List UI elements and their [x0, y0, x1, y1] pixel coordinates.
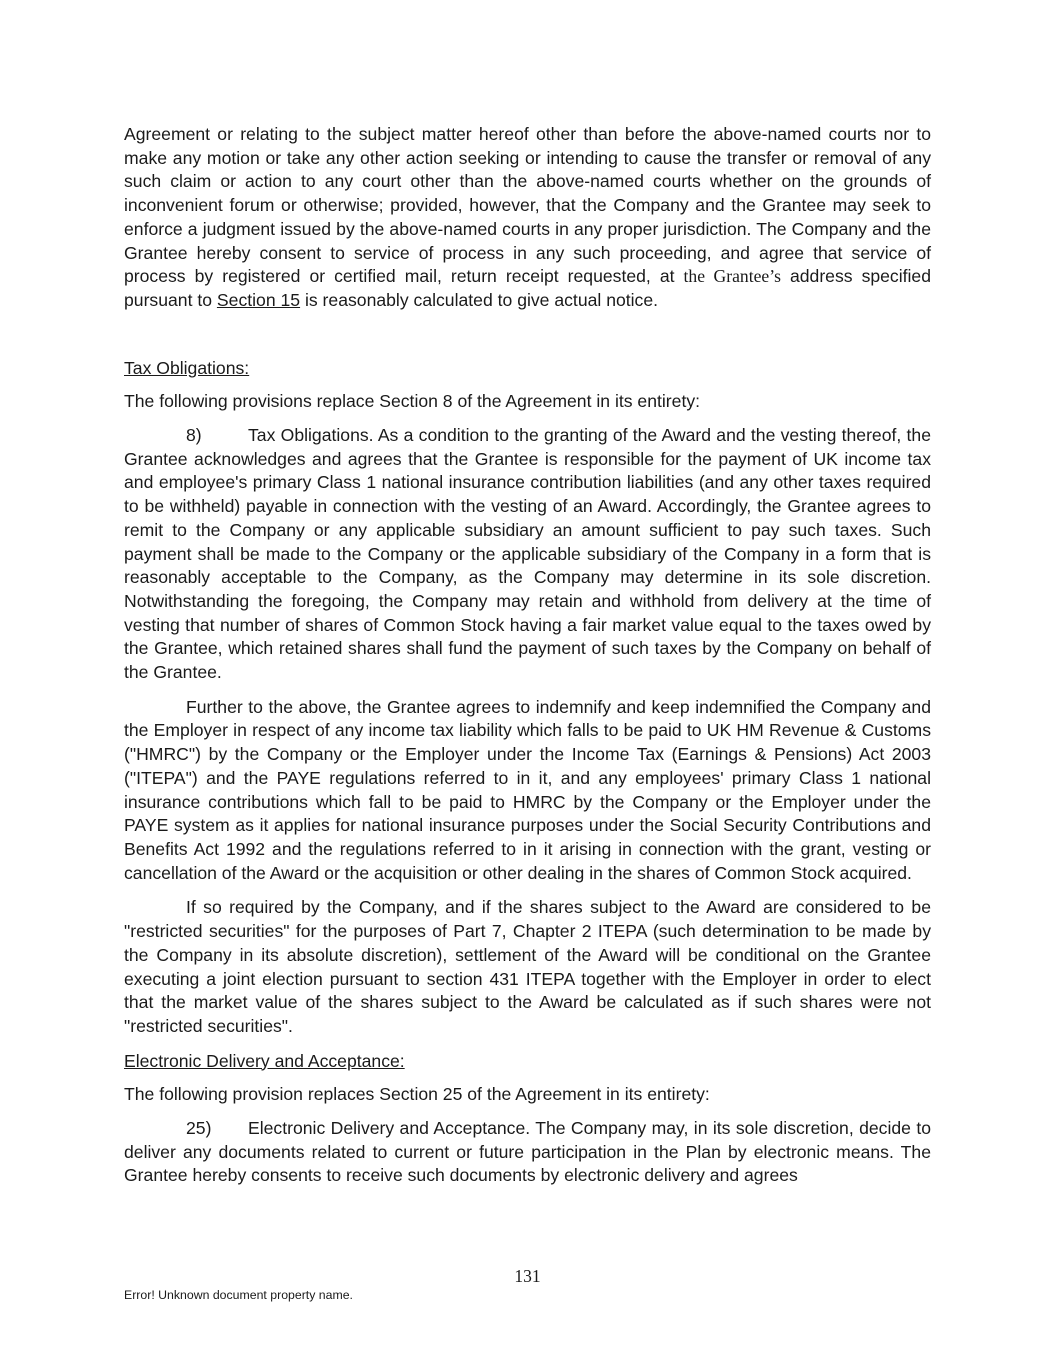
section-text: Electronic Delivery and Acceptance. The Company may, in its sole discretion, decide to deliver any documents related to current or future participation in the Plan by electronic means. The Grantee hereby consents to receive such documents by electronic delivery and agrees — [124, 1118, 931, 1186]
page-number: 131 — [514, 1266, 541, 1286]
section-15-reference: Section 15 — [216, 289, 301, 310]
electronic-intro: The following provision replaces Section 25 of the Agreement in its entirety: — [124, 1084, 710, 1105]
electronic-delivery-heading: Electronic Delivery and Acceptance: — [124, 1050, 405, 1071]
tax-obligations-heading: Tax Obligations: — [124, 357, 250, 378]
electronic-section-25 — [124, 1117, 931, 1188]
section-text: Tax Obligations. As a condition to the granting of the Award and the vesting thereof, the Grantee acknowledges and agrees that the Grantee is responsible for the payment of UK income tax and employee's primary Class 1 national insurance contribution liabilities (and any other taxes required to be withheld) payable in connection with the vesting of an Award. Accordingly, the Grantee agrees to remit to the Company or any applicable subsidiary an amount sufficient to pay such taxes. Such payment shall be made to the Company or the applicable subsidiary of the Company in a form that is reasonably acceptable to the Company, as the Company may determine in its sole discretion. Notwithstanding the foregoing, the Company may retain and withhold from delivery at the time of vesting that number of shares of Common Stock having a fair market value equal to the taxes owed by the Grantee, which retained shares shall fund the payment of such taxes by the Company on behalf of the Grantee. — [124, 425, 931, 683]
section-number: 8) — [186, 425, 202, 446]
document-body — [124, 123, 931, 1188]
tax-indemnity-paragraph: Further to the above, the Grantee agrees to indemnify and keep indemnified the Company and the Employer in respect of any income tax liability which falls to be paid to UK HM Revenue & Customs ("HMRC") by the Company or the Employer under the Income Tax (Earnings & Pensions) Act 2003 ("ITEPA") and the PAYE regulations referred to in it, and any employees' primary Class 1 national insurance contributions which fall to be paid to HMRC by the Company or the Employer under the PAYE system as it applies for national insurance purposes under the Social Security Contributions and Benefits Act 1992 and the regulations referred to in it arising in connection with the grant, vesting or cancellation of the Award or the acquisition or other dealing in the shares of Common Stock acquired. — [124, 696, 931, 883]
paragraph-text: is reasonably calculated to give actual notice. — [300, 289, 659, 310]
footer-error-note: Error! Unknown document property name. — [124, 1288, 353, 1302]
paragraph-text: address specified pursuant to — [124, 266, 932, 310]
paragraph-jurisdiction — [124, 123, 931, 313]
restricted-securities-paragraph: If so required by the Company, and if the shares subject to the Award are considered to be "restricted securities" for the purposes of Part 7, Chapter 2 ITEPA (such determination to be made by the Company in its absolute discretion), settlement of the Award will be conditional on the Grantee executing a joint election pursuant to section 431 ITEPA together with the Employer in order to elect that the market value of the shares subject to the Award be calculated as if such shares were not "restricted securities". — [124, 897, 931, 1036]
paragraph-text-serif: the Grantee’s — [683, 266, 781, 287]
paragraph-text: Agreement or relating to the subject matter hereof other than before the above-named courts nor to make any motion or take any other action seeking or intending to cause the transfer or removal of any such claim or action to any court other than the above-named courts whether on the grounds of inconvenient forum or otherwise; provided, however, that the Company and the Grantee may seek to enforce a judgment issued by the above-named courts in any proper jurisdiction. The Company and the Grantee hereby consent to service of process in any such proceeding, and agree that service of process by registered or certified mail, return receipt requested, at — [124, 124, 931, 287]
tax-section-8 — [124, 424, 931, 685]
tax-intro: The following provisions replace Section 8 of the Agreement in its entirety: — [124, 391, 701, 412]
section-number: 25) — [186, 1118, 212, 1139]
